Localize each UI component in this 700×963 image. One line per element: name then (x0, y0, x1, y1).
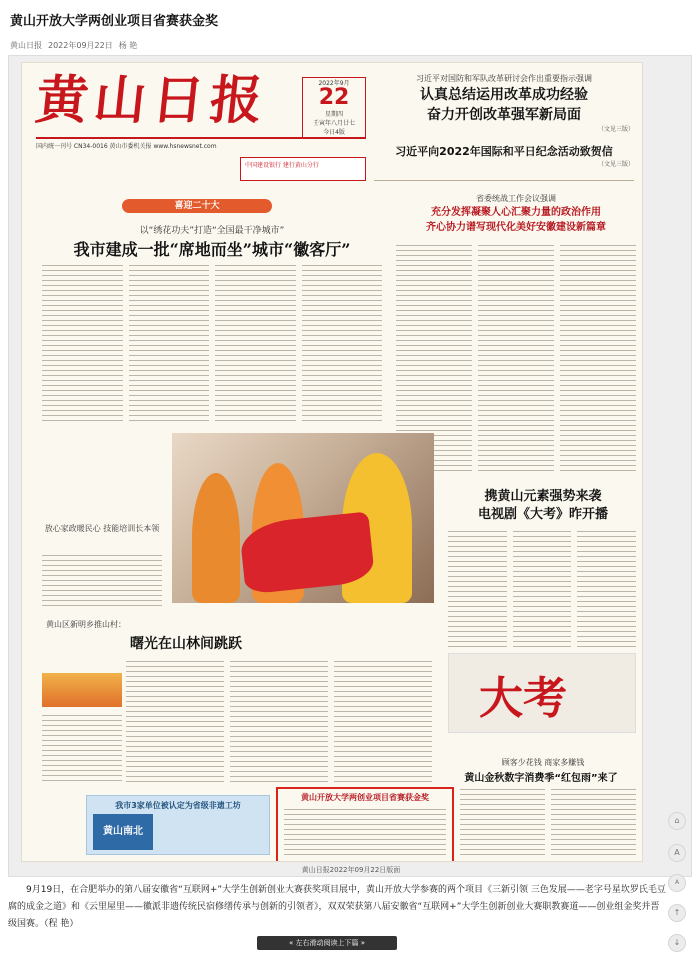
bank-ad: 中国建设银行 建行黄山分行 (240, 157, 366, 181)
text-column (513, 529, 572, 647)
photo-text (42, 553, 162, 609)
right-title-2: 齐心协力谱写现代化美好安徽建设新篇章 (426, 222, 606, 233)
issue-weekday: 星期四 (324, 111, 343, 118)
text-column (460, 787, 545, 857)
home-icon[interactable]: ⌂ (668, 812, 686, 830)
text-column (302, 263, 383, 421)
newspaper-logo: 黄山日报 (32, 70, 272, 131)
heritage-box-logo: 黄山南北 (93, 814, 153, 850)
tv-text-columns (448, 529, 636, 647)
second-note: （文见三版） (597, 161, 634, 168)
issue-pages: 今日4版 (323, 129, 345, 136)
issue-lunar: 壬寅年八月廿七 (312, 120, 355, 127)
tv-title-1: 携黄山元素强势来袭 (484, 489, 602, 504)
second-headline: 习近平向2022年国际和平日纪念活动致贺信 (395, 145, 613, 158)
text-column (334, 659, 432, 783)
text-column (448, 529, 507, 647)
text-column (551, 787, 636, 857)
village-image (42, 673, 122, 707)
article-author: 杨 艳 (118, 41, 138, 50)
right-kicker: 省委统战工作会议强调 (476, 194, 556, 203)
gold-text-columns (460, 787, 636, 857)
font-size-icon[interactable]: A (668, 844, 686, 862)
article-title: 黄山开放大学两创业项目省赛获金奖 (10, 14, 219, 29)
photo-caption: 放心家政暖民心 技能培训长本领 (44, 524, 160, 533)
top-kicker: 习近平对国防和军队改革研讨会作出重要指示强调 (416, 74, 592, 83)
top-headline-2: 奋力开创改革强军新局面 (427, 107, 581, 123)
text-column (42, 553, 162, 609)
tv-title-2: 电视剧《大考》昨开播 (477, 507, 608, 522)
lead-text-columns (42, 263, 382, 421)
village-title: 曙光在山林间跳跃 (130, 636, 242, 652)
scroll-up-icon[interactable]: ↑ (668, 904, 686, 922)
image-caption: 黄山日报2022年09月22日版面 (301, 866, 401, 874)
swipe-pager[interactable]: « 左右滑动阅读上下篇 » (257, 936, 397, 950)
lead-title: 我市建成一批“席地而坐”城市“徽客厅” (73, 240, 351, 259)
text-column (42, 713, 122, 783)
text-column (42, 263, 123, 421)
village-text-columns (126, 659, 432, 783)
article-date: 2022年09月22日 (48, 41, 113, 50)
newspaper-page[interactable] (21, 62, 643, 862)
issue-box (302, 77, 366, 139)
newspaper-image-frame (8, 55, 692, 877)
text-column (129, 263, 210, 421)
top-headline-1: 认真总结运用改革成功经验 (420, 87, 588, 103)
top-note: （文见三版） (597, 126, 634, 133)
heritage-box (86, 795, 270, 855)
scroll-down-icon[interactable]: ↓ (668, 934, 686, 952)
lead-kicker: 以“绣花功夫”打造“全国最干净城市” (139, 226, 285, 236)
text-column (560, 243, 636, 471)
gold-title: 黄山金秋数字消费季“红包雨”来了 (464, 773, 618, 784)
text-column (478, 243, 554, 471)
text-column (126, 659, 224, 783)
tv-poster-word: 大考 (479, 673, 567, 724)
training-photo (172, 433, 434, 603)
article-meta (10, 40, 137, 51)
masthead-rule (36, 137, 366, 139)
highlighted-article-text (284, 807, 446, 859)
gold-kicker: 顾客少花钱 商家多赚钱 (501, 758, 585, 767)
issue-year-month: 2022年9月 (318, 80, 350, 87)
highlighted-article-title: 黄山开放大学两创业项目省赛获金奖 (301, 793, 429, 802)
text-column (230, 659, 328, 783)
top-headline-block (374, 69, 634, 181)
text-column (577, 529, 636, 647)
text-column (215, 263, 296, 421)
masthead (32, 70, 366, 181)
highlighted-article-box[interactable] (276, 787, 454, 862)
heritage-box-title: 我市3家单位被认定为省级非遗工坊 (115, 801, 241, 810)
village-kicker: 黄山区新明乡推山村： (46, 620, 126, 629)
person-figure (192, 473, 240, 603)
issue-day: 22 (318, 85, 350, 110)
article-body: 9月19日，在合肥举办的第八届安徽省“互联网+”大学生创新创业大赛获奖项目展中，黄山开放大学参赛的两个项目《三新引领 三色发展——老字号星坎罗氏毛豆腐的成金之道》和《云里屋里——徽派非遗传统民宿修缮传承与创新的引领者》，双双荣获第八届安徽省“互联网+”大学生创新创业大赛职教赛道——创业组金奖并晋级国赛。（程 艳） (8, 885, 666, 929)
article-source[interactable]: 黄山日报 (10, 41, 42, 50)
lead-banner: 喜迎二十大 (122, 199, 272, 213)
font-size-small-icon[interactable]: A (668, 874, 686, 892)
masthead-subline: 国内统一刊号 CN34-0016 黄山市委机关报 www.hsnewsnet.com (36, 143, 217, 150)
tv-poster (448, 653, 636, 733)
village-side-text (42, 713, 122, 783)
right-title-1: 充分发挥凝聚人心汇聚力量的政治作用 (431, 207, 601, 218)
